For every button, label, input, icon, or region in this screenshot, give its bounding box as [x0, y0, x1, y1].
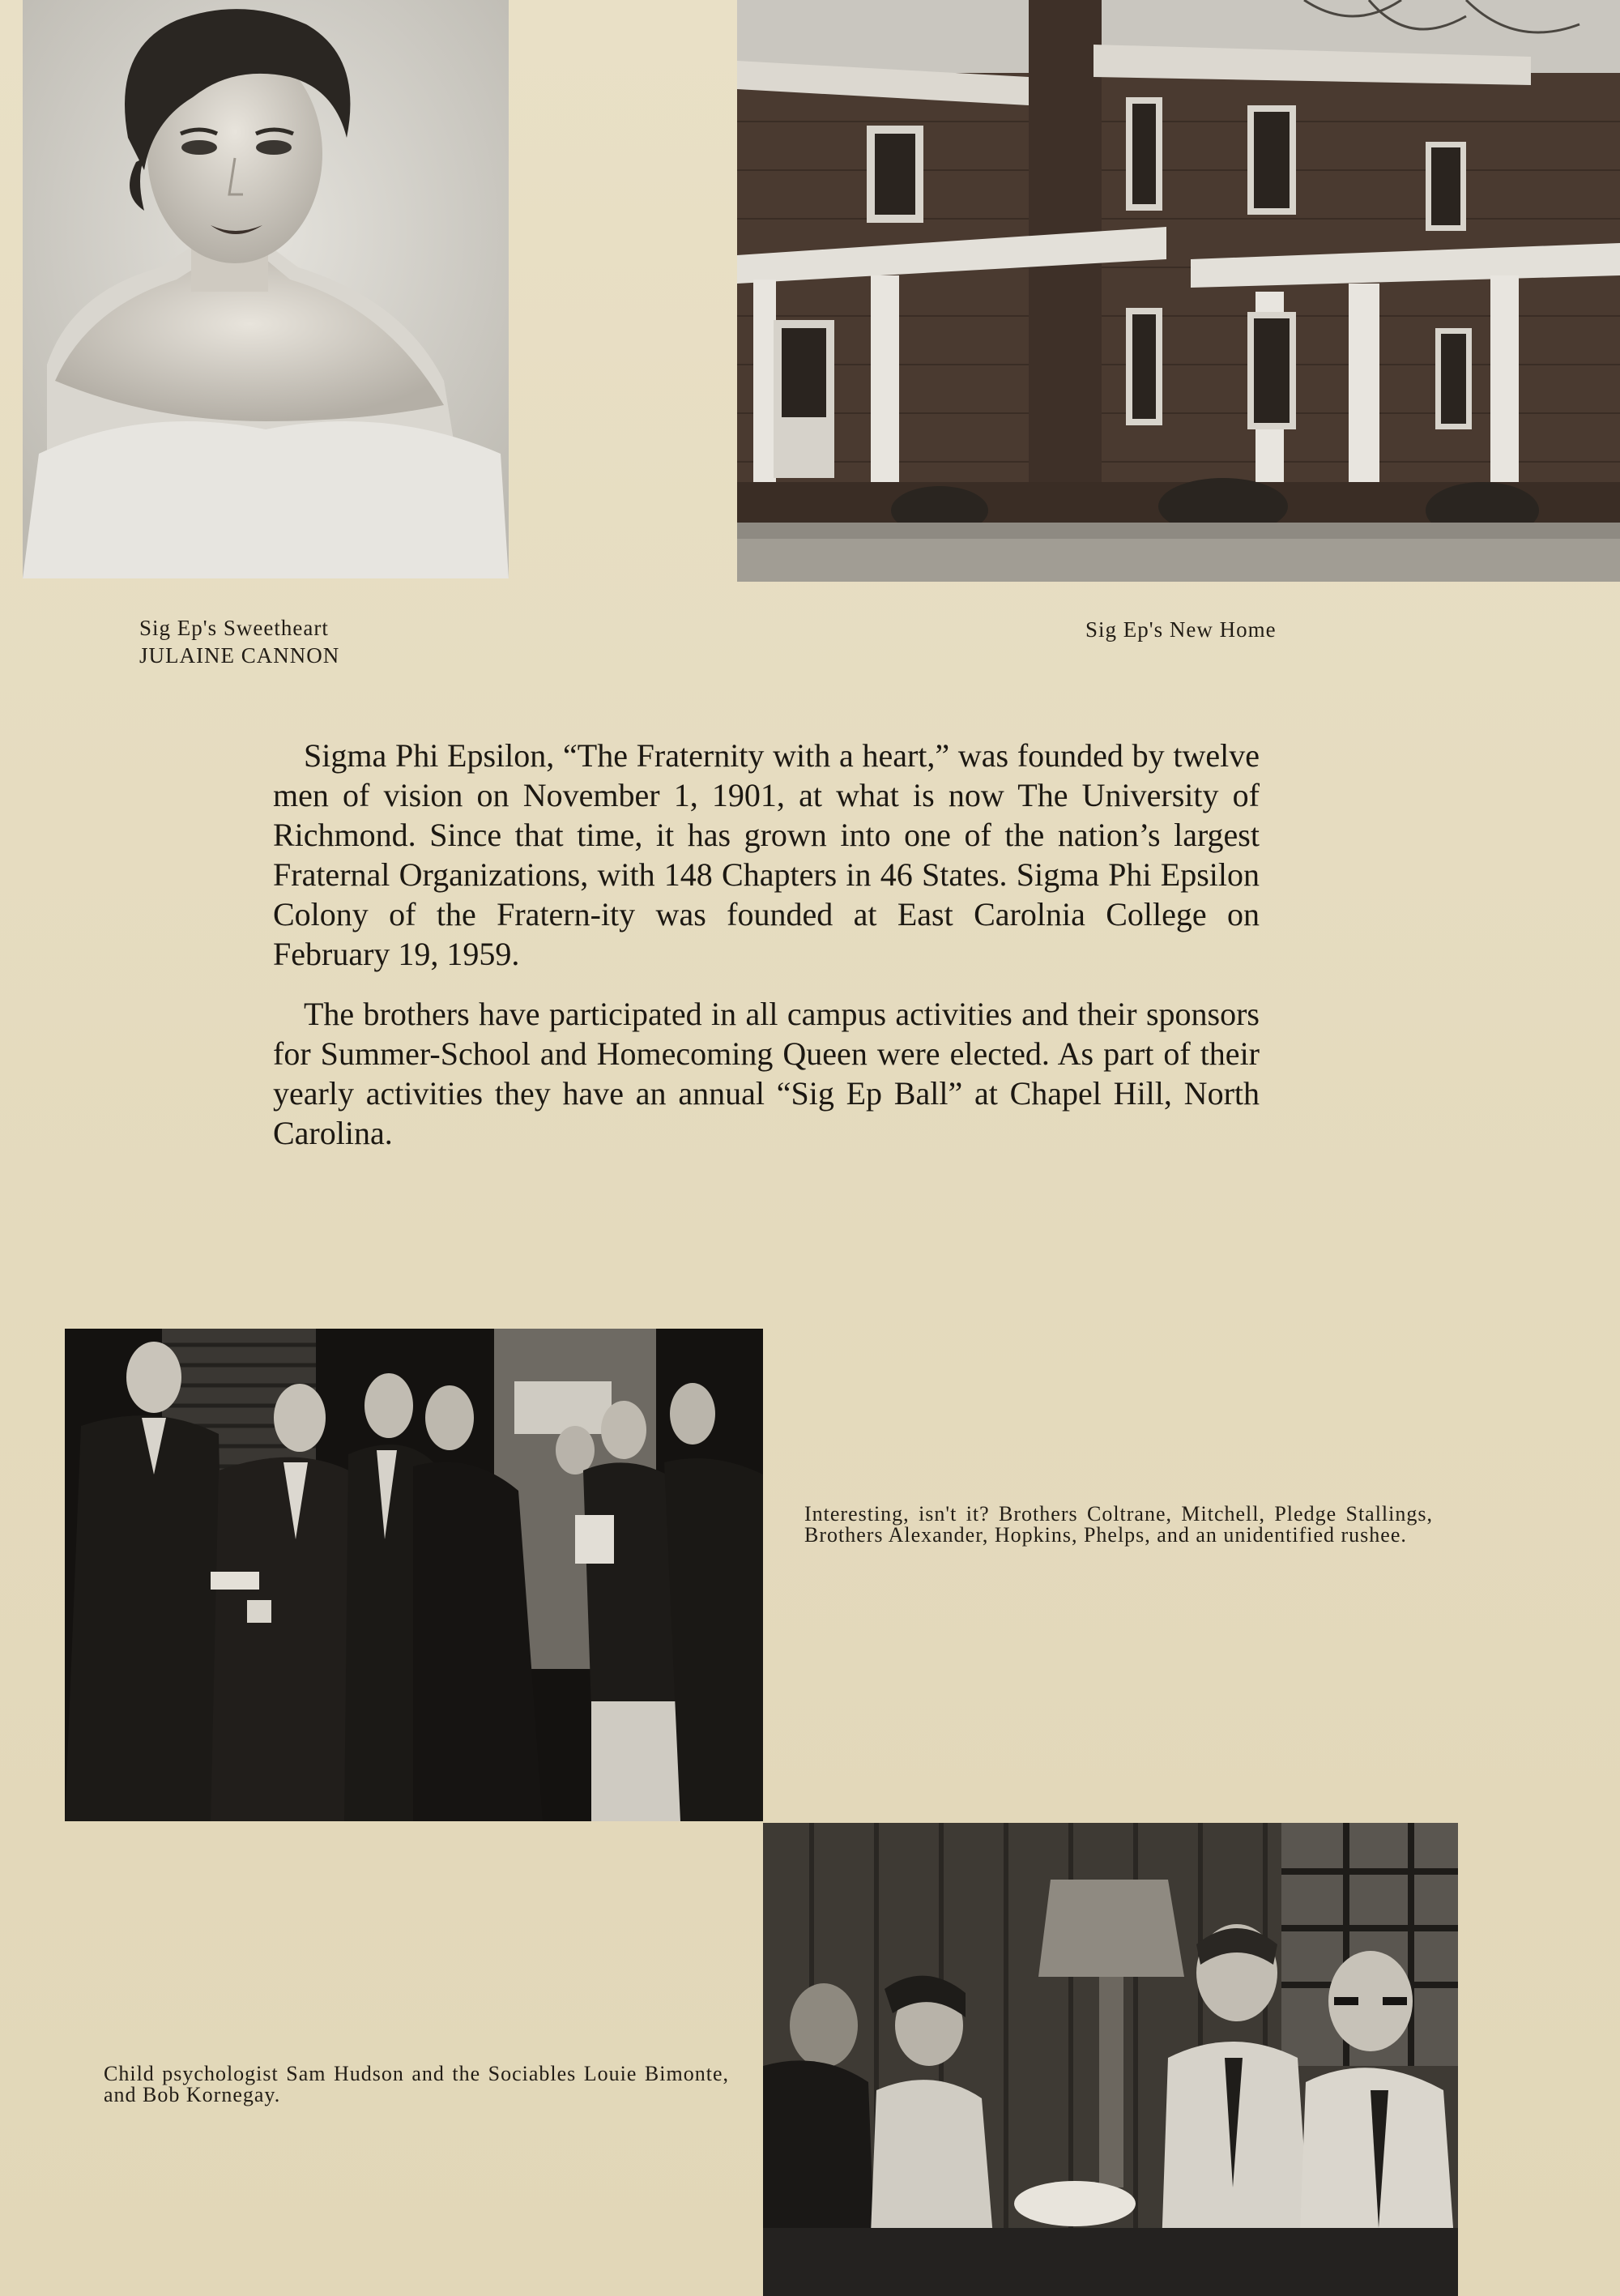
article-paragraph-2: The brothers have participated in all campus activities and their sponsors for Summer-School and Homecoming Queen were elected. As part of their yearly activities they have an annual “Sig Ep Ball” at Chapel Hill, North Carolina.: [273, 996, 1260, 1151]
fraternity-house-photo: [737, 0, 1620, 582]
sweetheart-caption-title: Sig Ep's Sweetheart: [139, 616, 329, 640]
article-paragraph-1: Sigma Phi Epsilon, “The Fraternity with a heart,” was founded by twelve men of vision on November 1, 1901, at what is now The University of Richmond. Since that time, it has grown into one of the nation’s largest Fraternal Organizations, with 148 Chapters in 46 States. Sigma Phi Epsilon Colony of the Fratern-ity was founded at East Carolnia College on February 19, 1959.: [273, 737, 1260, 972]
new-home-caption: Sig Ep's New Home: [1085, 617, 1277, 642]
table-photo-caption: Child psychologist Sam Hudson and the Sociables Louie Bimonte, and Bob Kornegay.: [104, 2062, 729, 2106]
sweetheart-portrait-photo: [23, 0, 509, 578]
group-photo-caption: Interesting, isn't it? Brothers Coltrane, Mitchell, Pledge Stallings, Brothers Alexander, Hopkins, Phelps, and an unidentified rushee.: [804, 1502, 1433, 1547]
article-body: [273, 736, 1260, 1173]
sociables-table-photo: [763, 1823, 1458, 2296]
sweetheart-caption: [139, 614, 339, 669]
brothers-group-photo: [65, 1329, 763, 1821]
sweetheart-caption-name: JULAINE CANNON: [139, 643, 340, 668]
